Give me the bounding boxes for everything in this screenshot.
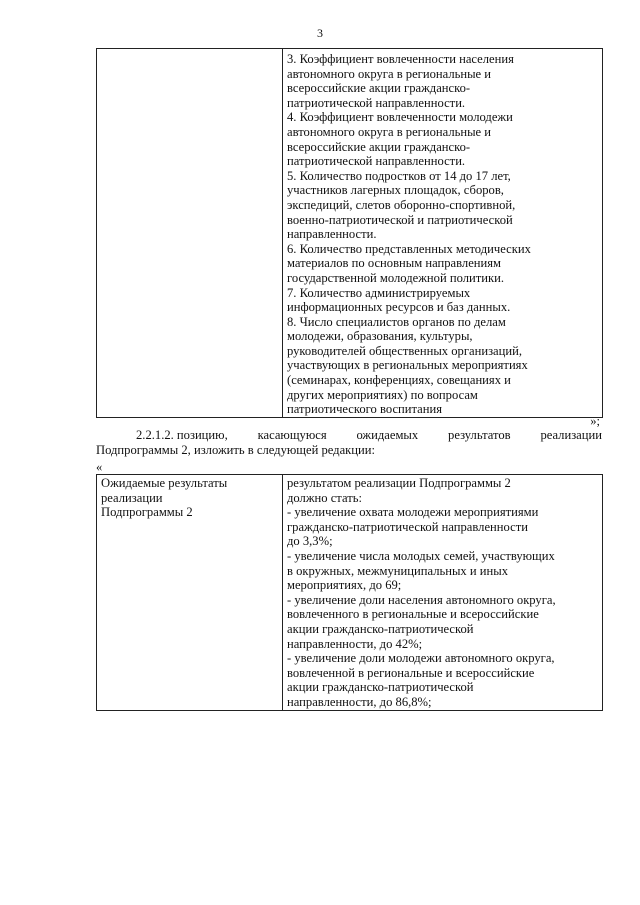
cell-line: экспедиций, слетов оборонно-спортивной, — [287, 197, 516, 212]
cell-line: 5. Количество подростков от 14 до 17 лет, — [287, 168, 511, 183]
paragraph-word: ожидаемых — [356, 428, 419, 442]
indicators-table — [96, 48, 603, 418]
table-row — [97, 49, 603, 418]
cell-line: направленности, до 42%; — [287, 636, 423, 651]
table1-left-cell — [97, 49, 283, 418]
table-row — [97, 475, 603, 711]
cell-line: военно-патриотической и патриотической — [287, 212, 513, 227]
cell-line: - увеличение доли населения автономного округа, — [287, 592, 556, 607]
cell-line: должно стать: — [287, 490, 362, 505]
closing-quote: »; — [590, 414, 600, 428]
cell-line: всероссийские акции гражданско- — [287, 139, 471, 154]
cell-line: автономного округа в региональные и — [287, 124, 492, 139]
paragraph-word: результатов — [448, 428, 511, 442]
cell-line: - увеличение доли молодежи автономного округа, — [287, 651, 555, 666]
cell-line: молодежи, образования, культуры, — [287, 329, 473, 344]
cell-line: гражданско-патриотической направленности — [287, 519, 528, 534]
paragraph-word: 2.2.1.2. позицию, — [136, 428, 228, 442]
paragraph-word: касающуюся — [257, 428, 327, 442]
cell-line: - увеличение охвата молодежи мероприятиями — [287, 505, 539, 520]
paragraph-line — [96, 428, 602, 443]
cell-line: 4. Коэффициент вовлеченности молодежи — [287, 110, 513, 125]
cell-line: акции гражданско-патриотической — [287, 621, 474, 636]
table2-right-cell — [283, 475, 603, 711]
cell-line: участвующих в региональных мероприятиях — [287, 358, 528, 373]
cell-line: 6. Количество представленных методических — [287, 241, 531, 256]
cell-line: реализации — [101, 490, 163, 505]
cell-line: участников лагерных площадок, сборов, — [287, 183, 504, 198]
cell-line: акции гражданско-патриотической — [287, 680, 474, 695]
cell-line: 8. Число специалистов органов по делам — [287, 314, 506, 329]
cell-line: до 3,3%; — [287, 534, 333, 549]
cell-line: материалов по основным направлениям — [287, 256, 502, 271]
cell-line: - увеличение числа молодых семей, участвующих — [287, 548, 555, 563]
cell-line: других мероприятиях) по вопросам — [287, 387, 478, 402]
cell-line: патриотического воспитания — [287, 402, 443, 417]
cell-line: автономного округа в региональные и — [287, 66, 492, 81]
body-paragraph — [96, 428, 602, 458]
expected-results-table — [96, 474, 603, 711]
paragraph-line: Подпрограммы 2, изложить в следующей редакции: — [96, 443, 376, 457]
cell-line: направленности. — [287, 227, 377, 242]
table2-left-cell — [97, 475, 283, 711]
cell-line: в окружных, межмуниципальных и иных — [287, 563, 508, 578]
cell-line: 3. Коэффициент вовлеченности населения — [287, 52, 514, 66]
opening-quote: « — [96, 460, 103, 474]
cell-line: Подпрограммы 2 — [101, 505, 193, 520]
cell-line: всероссийские акции гражданско- — [287, 81, 471, 96]
table1-right-cell — [283, 49, 603, 418]
cell-line: государственной молодежной политики. — [287, 270, 504, 285]
cell-line: вовлеченной в региональные и всероссийские — [287, 665, 535, 680]
cell-line: направленности, до 86,8%; — [287, 694, 432, 709]
cell-line: вовлеченного в региональные и всероссийские — [287, 607, 539, 622]
cell-line: 7. Количество администрируемых — [287, 285, 471, 300]
cell-line: патриотической направленности. — [287, 154, 466, 169]
cell-line: информационных ресурсов и баз данных. — [287, 300, 511, 315]
cell-line: результатом реализации Подпрограммы 2 — [287, 476, 511, 490]
page-number: 3 — [317, 26, 323, 40]
cell-line: (семинарах, конференциях, совещаниях и — [287, 373, 511, 388]
cell-line: Ожидаемые результаты — [101, 476, 228, 490]
cell-line: патриотической направленности. — [287, 95, 466, 110]
cell-line: руководителей общественных организаций, — [287, 343, 523, 358]
paragraph-word: реализации — [540, 428, 602, 442]
cell-line: мероприятиях, до 69; — [287, 578, 402, 593]
